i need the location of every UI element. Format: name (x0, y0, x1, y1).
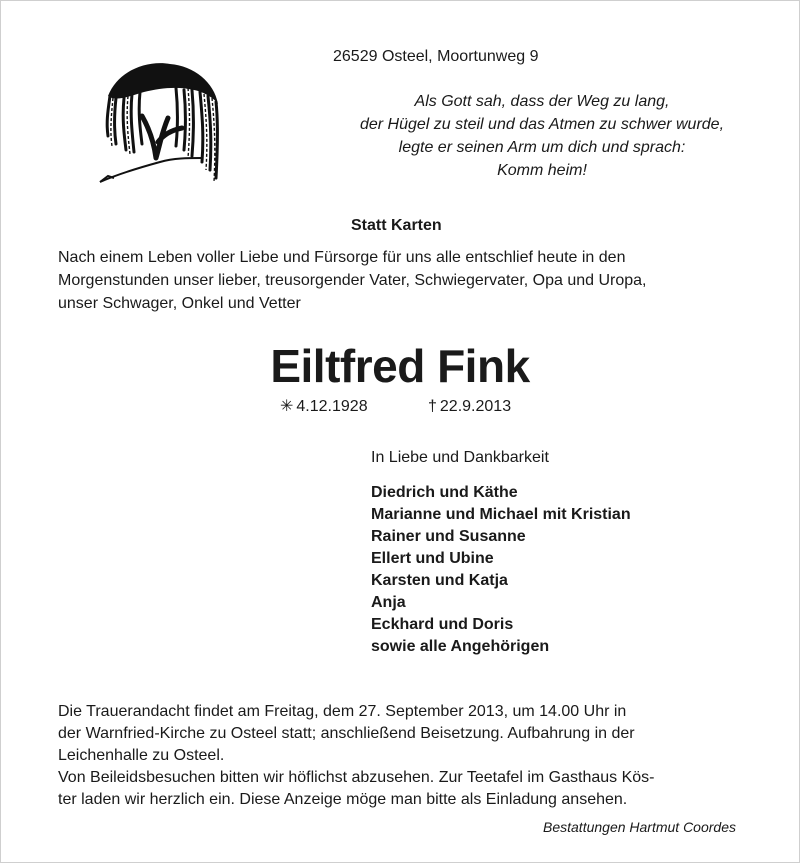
poem (318, 90, 766, 182)
intro-text (58, 246, 647, 315)
death-date-value: 22.9.2013 (439, 398, 512, 415)
death-cross-icon: † (428, 398, 437, 415)
mourner-name: Diedrich und Käthe (371, 484, 518, 501)
statt-karten-heading: Statt Karten (351, 217, 442, 234)
mourner-name: Karsten und Katja (371, 572, 508, 589)
mourner-name: Anja (371, 594, 406, 611)
mourner-name: sowie alle Angehörigen (371, 638, 550, 655)
mourner-name: Rainer und Susanne (371, 528, 526, 545)
birth-date (280, 397, 368, 417)
intro-line: unser Schwager, Onkel und Vetter (58, 295, 301, 312)
service-line: ter laden wir herzlich ein. Diese Anzeige möge man bitte als Einladung ansehen. (58, 791, 628, 808)
birth-star-icon: ✳ (280, 398, 294, 415)
service-line: Die Trauerandacht findet am Freitag, dem 27. September 2013, um 14.00 Uhr in (58, 703, 627, 720)
intro-line: Morgenstunden unser lieber, treusorgender Vater, Schwiegervater, Opa und Uropa, (58, 272, 647, 289)
service-line: Von Beileidsbesuchen bitten wir höflichst abzusehen. Zur Teetafel im Gasthaus Kös- (58, 769, 655, 786)
birth-date-value: 4.12.1928 (296, 398, 368, 415)
poem-line: legte er seinen Arm um dich und sprach: (398, 139, 686, 156)
mourner-name: Eckhard und Doris (371, 616, 514, 633)
poem-line: Als Gott sah, dass der Weg zu lang, (414, 93, 670, 110)
address-line: 26529 Osteel, Moortunweg 9 (333, 48, 539, 65)
deceased-name: Eiltfred Fink (270, 340, 530, 392)
mourner-name: Marianne und Michael mit Kristian (371, 506, 631, 523)
service-line: Leichenhalle zu Osteel. (58, 747, 225, 764)
poem-line: Komm heim! (497, 162, 587, 179)
service-details (58, 701, 654, 811)
poem-line: der Hügel zu steil und das Atmen zu schwer wurde, (359, 116, 725, 133)
undertaker-credit: Bestattungen Hartmut Coordes (543, 819, 736, 835)
mourners-list (371, 482, 631, 658)
intro-line: Nach einem Leben voller Liebe und Fürsorge für uns alle entschlief heute in den (58, 249, 626, 266)
mourner-name: Ellert und Ubine (371, 550, 494, 567)
mourners-heading: In Liebe und Dankbarkeit (371, 449, 549, 466)
service-line: der Warnfried-Kirche zu Osteel statt; anschließend Beisetzung. Aufbahrung in der (58, 725, 635, 742)
death-date (428, 397, 511, 417)
weeping-willow-icon (98, 58, 222, 192)
